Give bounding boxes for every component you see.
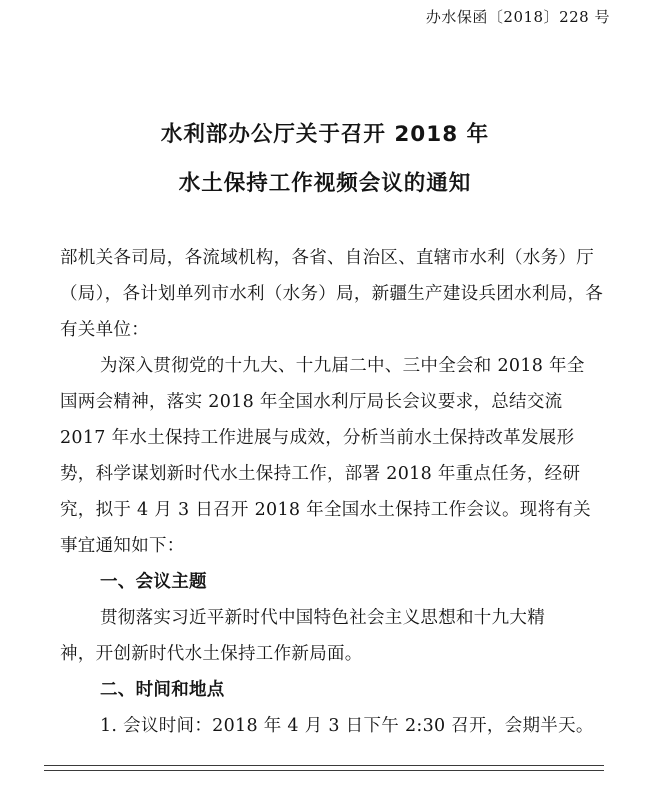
intro-line-3: 2017 年水土保持工作进展与成效，分析当前水土保持改革发展形: [60, 428, 575, 448]
document-title-line-2: 水土保持工作视频会议的通知: [178, 171, 472, 196]
intro-line-5: 究，拟于 4 月 3 日召开 2018 年全国水土保持工作会议。现将有关: [60, 500, 591, 520]
footer-rule-bottom: [44, 770, 604, 771]
intro-line-2: 国两会精神，落实 2018 年全国水利厅局长会议要求，总结交流: [60, 392, 563, 412]
footer-rule-top: [44, 765, 604, 766]
section-1-line-1: 贯彻落实习近平新时代中国特色社会主义思想和十九大精: [100, 608, 545, 628]
intro-line-6: 事宜通知如下：: [60, 536, 185, 556]
salutation-line-3: 有关单位：: [60, 320, 149, 340]
salutation-line-2: （局），各计划单列市水利（水务）局，新疆生产建设兵团水利局，各: [60, 284, 604, 304]
section-2-item-1: 1. 会议时间：2018 年 4 月 3 日下午 2:30 召开，会期半天。: [100, 716, 594, 736]
intro-line-1: 为深入贯彻党的十九大、十九届二中、三中全会和 2018 年全: [100, 356, 585, 376]
section-2-heading: 二、时间和地点: [100, 680, 225, 700]
intro-line-4: 势，科学谋划新时代水土保持工作，部署 2018 年重点任务，经研: [60, 464, 581, 484]
document-title-line-1: 水利部办公厅关于召开 2018 年: [160, 122, 490, 147]
section-1-line-2: 神，开创新时代水土保持工作新局面。: [60, 644, 363, 664]
salutation-line-1: 部机关各司局，各流域机构，各省、自治区、直辖市水利（水务）厅: [60, 248, 594, 268]
section-1-heading: 一、会议主题: [100, 572, 207, 592]
document-number: 办水保函〔2018〕228 号: [425, 8, 610, 26]
